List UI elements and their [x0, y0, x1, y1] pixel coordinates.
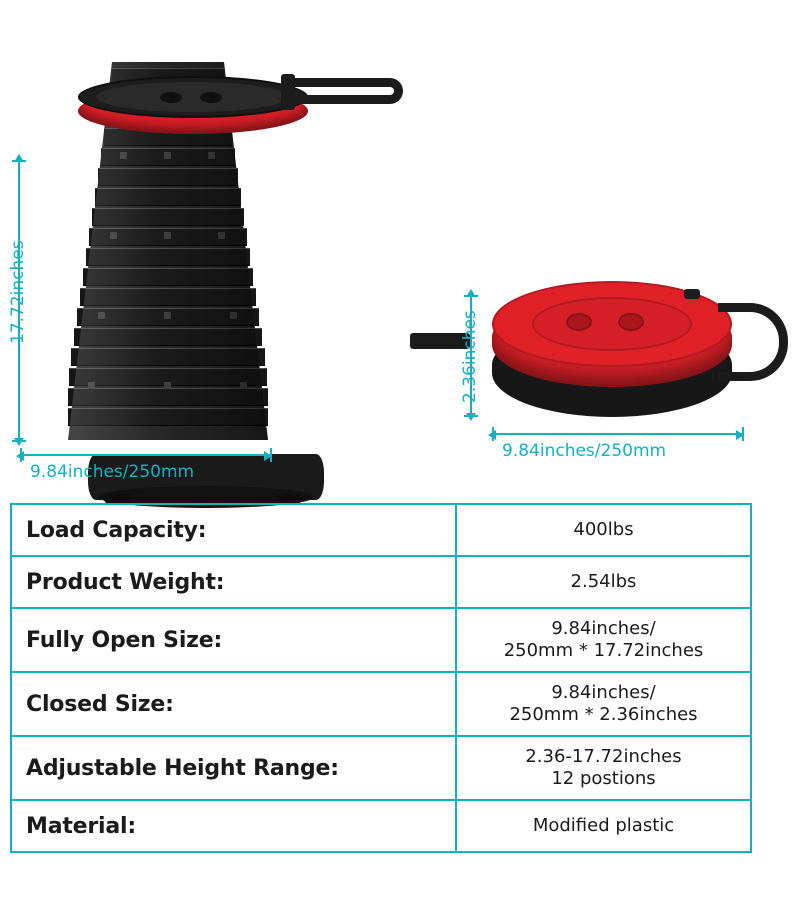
spec-key-material: Material: — [11, 800, 456, 852]
spec-key-load-capacity: Load Capacity: — [11, 504, 456, 556]
strap-band — [283, 78, 403, 104]
spec-value-product-weight: 2.54lbs — [456, 556, 751, 608]
spec-value-material: Modified plastic — [456, 800, 751, 852]
carry-strap-extended — [283, 78, 403, 122]
dimension-height-collapsed-label: 2.36inches — [460, 310, 480, 403]
table-row — [11, 672, 751, 736]
dimension-width-collapsed-label: 9.84inches/250mm — [502, 441, 667, 461]
table-row — [11, 800, 751, 852]
spec-value-fully-open-size — [456, 608, 751, 672]
collapsed-inner-surface — [532, 297, 692, 351]
table-row — [11, 556, 751, 608]
table-row — [11, 736, 751, 800]
collapsed-hole-right — [618, 313, 644, 331]
stool-collapsed-image — [460, 275, 800, 461]
spec-value-line-2: 12 postions — [551, 768, 656, 789]
collapsed-strap-band — [718, 303, 788, 381]
dimension-width-extended-label: 9.84inches/250mm — [30, 462, 195, 482]
spec-value-line-2: 250mm * 17.72inches — [503, 640, 704, 661]
spec-key-fully-open-size: Fully Open Size: — [11, 608, 456, 672]
spec-value-line-1: 9.84inches/ — [551, 617, 656, 639]
collapsed-hole-left — [566, 313, 592, 331]
seat-hole-right — [200, 92, 222, 103]
spec-key-adjustable-height-range: Adjustable Height Range: — [11, 736, 456, 800]
spec-key-closed-size: Closed Size: — [11, 672, 456, 736]
spec-value-line-1: 9.84inches/ — [551, 681, 656, 703]
spec-value-closed-size — [456, 672, 751, 736]
stool-extended-body — [68, 62, 268, 442]
spec-value-load-capacity: 400lbs — [456, 504, 751, 556]
stool-extended-image — [8, 10, 370, 482]
table-row — [11, 608, 751, 672]
spec-value-line-2: 250mm * 2.36inches — [509, 704, 698, 725]
specifications-table — [10, 503, 752, 853]
seat-hole-left — [160, 92, 182, 103]
table-row — [11, 504, 751, 556]
spec-value-line-1: 2.36-17.72inches — [525, 745, 682, 767]
dimension-height-extended-label: 17.72inches — [8, 240, 28, 344]
spec-value-adjustable-height-range — [456, 736, 751, 800]
carry-strap-collapsed — [718, 303, 796, 387]
strap-clip — [281, 74, 295, 110]
collapsed-release-button — [684, 289, 700, 299]
seat-inner-surface — [96, 82, 288, 112]
spec-key-product-weight: Product Weight: — [11, 556, 456, 608]
